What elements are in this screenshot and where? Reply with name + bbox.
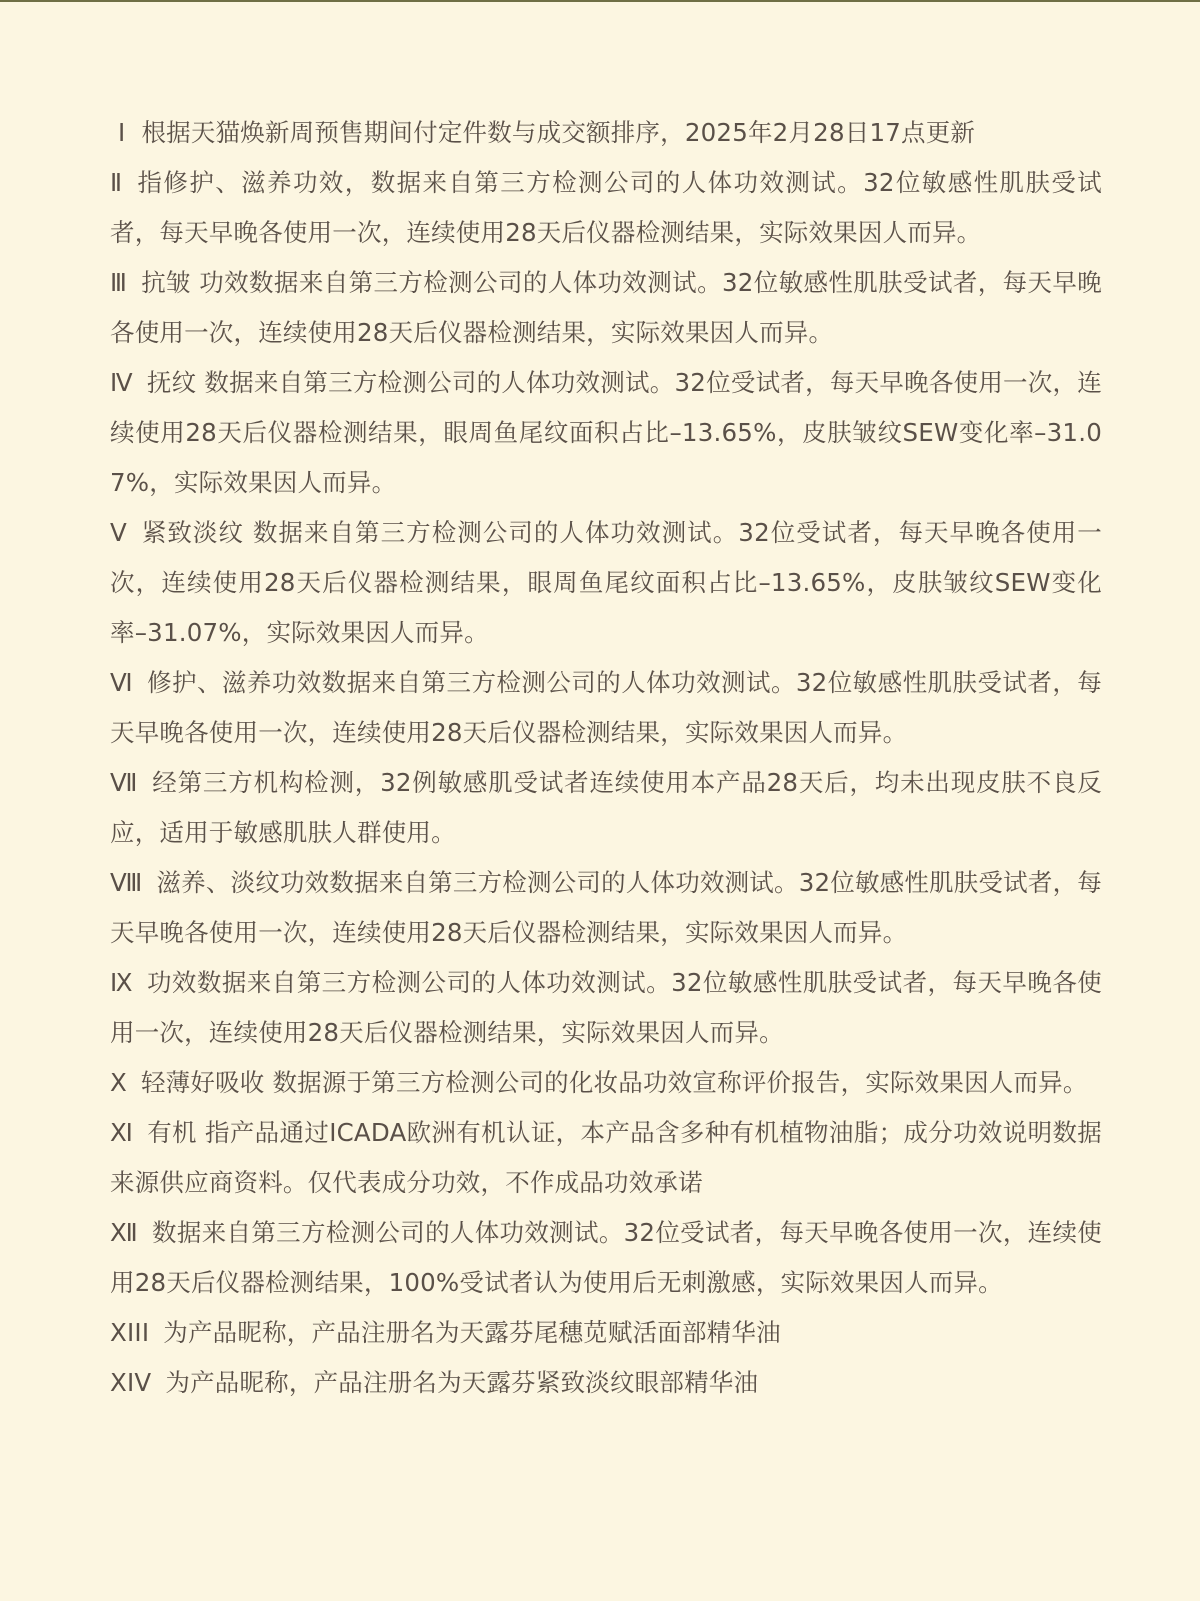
footnote-number: Ⅱ bbox=[110, 168, 124, 197]
footnote-number: Ⅳ bbox=[110, 368, 133, 397]
footnote-list bbox=[110, 108, 1102, 1408]
footnote-1 bbox=[110, 108, 1102, 158]
footnote-number: Ⅷ bbox=[110, 868, 143, 897]
footnote-text: 为产品昵称，产品注册名为天露芬紧致淡纹眼部精华油 bbox=[165, 1368, 759, 1397]
footnote-text: 紧致淡纹 数据来自第三方检测公司的人体功效测试。32位受试者，每天早晚各使用一次，连续使用28天后仪器检测结果，眼周鱼尾纹面积占比–13.65%，皮肤皱纹SEW变化率–31.07%，实际效果因人而异。 bbox=[110, 518, 1102, 647]
footnote-5 bbox=[110, 508, 1102, 658]
footnote-9 bbox=[110, 958, 1102, 1058]
footnote-number: Ⅶ bbox=[110, 768, 139, 797]
footnote-number: Ⅻ bbox=[110, 1218, 139, 1247]
footnote-3 bbox=[110, 258, 1102, 358]
footnote-number: Ⅺ bbox=[110, 1118, 134, 1147]
footnote-text: 指修护、滋养功效，数据来自第三方检测公司的人体功效测试。32位敏感性肌肤受试者，每天早晚各使用一次，连续使用28天后仪器检测结果，实际效果因人而异。 bbox=[110, 168, 1102, 247]
footnote-number: XIII bbox=[110, 1318, 150, 1347]
footnote-number: Ⅴ bbox=[110, 518, 128, 547]
footnote-11 bbox=[110, 1108, 1102, 1208]
top-divider bbox=[0, 0, 1200, 2]
footnote-text: 滋养、淡纹功效数据来自第三方检测公司的人体功效测试。32位敏感性肌肤受试者，每天早晚各使用一次，连续使用28天后仪器检测结果，实际效果因人而异。 bbox=[110, 868, 1102, 947]
footnote-number: XIV bbox=[110, 1368, 152, 1397]
footnote-text: 根据天猫焕新周预售期间付定件数与成交额排序，2025年2月28日17点更新 bbox=[141, 118, 976, 147]
footnote-10 bbox=[110, 1058, 1102, 1108]
footnote-7 bbox=[110, 758, 1102, 858]
footnote-number: Ⅸ bbox=[110, 968, 133, 997]
footnote-2 bbox=[110, 158, 1102, 258]
footnote-text: 数据来自第三方检测公司的人体功效测试。32位受试者，每天早晚各使用一次，连续使用28天后仪器检测结果，100%受试者认为使用后无刺激感，实际效果因人而异。 bbox=[110, 1218, 1102, 1297]
footnote-text: 功效数据来自第三方检测公司的人体功效测试。32位敏感性肌肤受试者，每天早晚各使用一次，连续使用28天后仪器检测结果，实际效果因人而异。 bbox=[110, 968, 1102, 1047]
footnote-text: 有机 指产品通过ICADA欧洲有机认证，本产品含多种有机植物油脂；成分功效说明数据来源供应商资料。仅代表成分功效，不作成品功效承诺 bbox=[110, 1118, 1102, 1197]
footnote-12 bbox=[110, 1208, 1102, 1308]
footnote-text: 抗皱 功效数据来自第三方检测公司的人体功效测试。32位敏感性肌肤受试者，每天早晚各使用一次，连续使用28天后仪器检测结果，实际效果因人而异。 bbox=[110, 268, 1103, 347]
footnote-14 bbox=[110, 1358, 1102, 1408]
footnote-text: 轻薄好吸收 数据源于第三方检测公司的化妆品功效宣称评价报告，实际效果因人而异。 bbox=[140, 1068, 1088, 1097]
footnote-number: Ⅰ bbox=[118, 118, 126, 147]
footnote-4 bbox=[110, 358, 1102, 508]
footnote-6 bbox=[110, 658, 1102, 758]
footnote-text: 为产品昵称，产品注册名为天露芬尾穗苋赋活面部精华油 bbox=[163, 1318, 781, 1347]
footnote-13 bbox=[110, 1308, 1102, 1358]
footnote-8 bbox=[110, 858, 1102, 958]
footnote-text: 经第三方机构检测，32例敏感肌受试者连续使用本产品28天后，均未出现皮肤不良反应，适用于敏感肌肤人群使用。 bbox=[110, 768, 1102, 847]
footnote-number: Ⅵ bbox=[110, 668, 134, 697]
footnote-text: 修护、滋养功效数据来自第三方检测公司的人体功效测试。32位敏感性肌肤受试者，每天早晚各使用一次，连续使用28天后仪器检测结果，实际效果因人而异。 bbox=[110, 668, 1102, 747]
footnote-number: Ⅹ bbox=[110, 1068, 127, 1097]
footnote-text: 抚纹 数据来自第三方检测公司的人体功效测试。32位受试者，每天早晚各使用一次，连续使用28天后仪器检测结果，眼周鱼尾纹面积占比–13.65%，皮肤皱纹SEW变化率–31.07%，实际效果因人而异。 bbox=[110, 368, 1102, 497]
footnote-number: Ⅲ bbox=[110, 268, 128, 297]
